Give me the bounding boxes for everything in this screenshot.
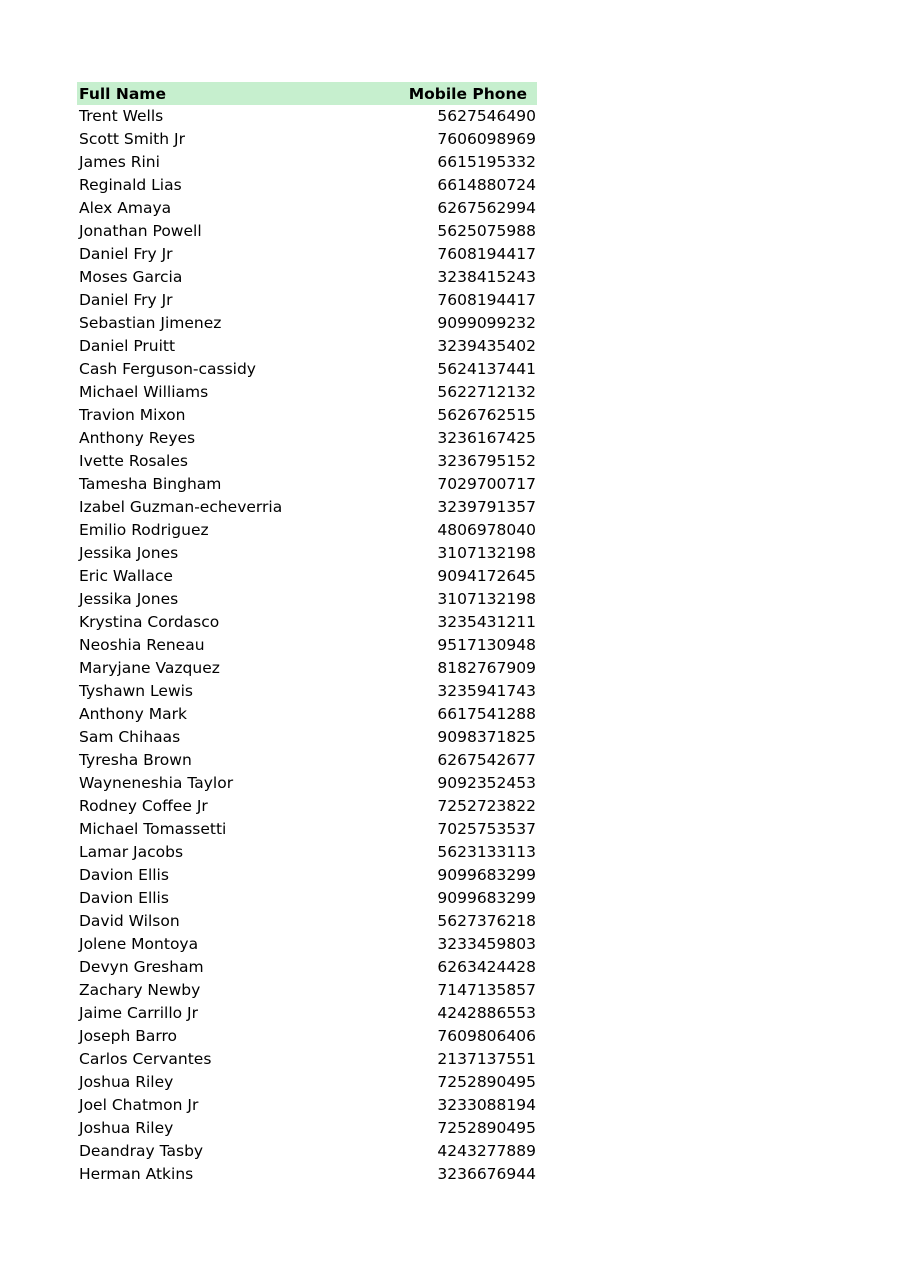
full-name-cell: Cash Ferguson-cassidy (79, 360, 256, 378)
full-name-cell: Trent Wells (79, 107, 164, 125)
mobile-phone-cell: 7252890495 (437, 1119, 536, 1137)
full-name-cell: Alex Amaya (79, 199, 172, 217)
mobile-phone-cell: 9099099232 (437, 314, 536, 332)
full-name-cell: Rodney Coffee Jr (79, 797, 208, 815)
table-row (77, 473, 537, 496)
full-name-cell: Tyshawn Lewis (79, 682, 194, 700)
table-row (77, 565, 537, 588)
full-name-cell: Daniel Fry Jr (79, 245, 173, 263)
mobile-phone-cell: 9099683299 (437, 866, 536, 884)
table-row (77, 151, 537, 174)
mobile-phone-cell: 4243277889 (437, 1142, 536, 1160)
full-name-cell: Anthony Reyes (79, 429, 196, 447)
table-row (77, 979, 537, 1002)
full-name-cell: Sebastian Jimenez (79, 314, 222, 332)
table-row (77, 1048, 537, 1071)
mobile-phone-cell: 6263424428 (437, 958, 536, 976)
mobile-phone-cell: 3233088194 (437, 1096, 536, 1114)
mobile-phone-cell: 7252723822 (437, 797, 536, 815)
full-name-cell: Davion Ellis (79, 889, 169, 907)
mobile-phone-cell: 6617541288 (437, 705, 536, 723)
full-name-cell: Herman Atkins (79, 1165, 194, 1183)
full-name-cell: Scott Smith Jr (79, 130, 185, 148)
mobile-phone-cell: 9098371825 (437, 728, 536, 746)
table-row (77, 956, 537, 979)
mobile-phone-cell: 3235941743 (437, 682, 536, 700)
mobile-phone-cell: 9517130948 (437, 636, 536, 654)
mobile-phone-cell: 3107132198 (437, 590, 536, 608)
full-name-cell: Michael Tomassetti (79, 820, 227, 838)
full-name-cell: Daniel Fry Jr (79, 291, 173, 309)
full-name-cell: Jonathan Powell (79, 222, 202, 240)
table-row (77, 266, 537, 289)
mobile-phone-cell: 3239791357 (437, 498, 536, 516)
mobile-phone-cell: 3235431211 (437, 613, 536, 631)
table-row (77, 841, 537, 864)
mobile-phone-cell: 5627546490 (437, 107, 536, 125)
table-row (77, 450, 537, 473)
table-row (77, 174, 537, 197)
full-name-cell: Moses Garcia (79, 268, 183, 286)
table-row (77, 611, 537, 634)
table-row (77, 105, 537, 128)
full-name-cell: Joseph Barro (79, 1027, 178, 1045)
mobile-phone-cell: 7606098969 (437, 130, 536, 148)
full-name-cell: Davion Ellis (79, 866, 169, 884)
table-row (77, 680, 537, 703)
table-row (77, 864, 537, 887)
table-row (77, 703, 537, 726)
table-row (77, 542, 537, 565)
full-name-cell: Michael Williams (79, 383, 209, 401)
table-row (77, 933, 537, 956)
mobile-phone-cell: 7147135857 (437, 981, 536, 999)
table-row (77, 1117, 537, 1140)
mobile-phone-cell: 2137137551 (437, 1050, 536, 1068)
full-name-cell: Deandray Tasby (79, 1142, 204, 1160)
table-row (77, 1163, 537, 1186)
table-row (77, 887, 537, 910)
table-row (77, 496, 537, 519)
column-header-mobile-phone: Mobile Phone (408, 84, 527, 103)
mobile-phone-cell: 7029700717 (437, 475, 536, 493)
mobile-phone-cell: 3236795152 (437, 452, 536, 470)
mobile-phone-cell: 9092352453 (437, 774, 536, 792)
mobile-phone-cell: 7025753537 (437, 820, 536, 838)
table-row (77, 243, 537, 266)
full-name-cell: Joel Chatmon Jr (79, 1096, 199, 1114)
full-name-cell: Emilio Rodriguez (79, 521, 209, 539)
table-row (77, 335, 537, 358)
table-row (77, 427, 537, 450)
mobile-phone-cell: 5623133113 (437, 843, 536, 861)
table-row (77, 519, 537, 542)
mobile-phone-cell: 7608194417 (437, 291, 536, 309)
column-header-full-name: Full Name (79, 84, 166, 103)
table-row (77, 726, 537, 749)
full-name-cell: Tyresha Brown (79, 751, 192, 769)
mobile-phone-cell: 7609806406 (437, 1027, 536, 1045)
mobile-phone-cell: 6267542677 (437, 751, 536, 769)
table-row (77, 312, 537, 335)
full-name-cell: Sam Chihaas (79, 728, 181, 746)
mobile-phone-cell: 7252890495 (437, 1073, 536, 1091)
mobile-phone-cell: 7608194417 (437, 245, 536, 263)
full-name-cell: Krystina Cordasco (79, 613, 220, 631)
table-row (77, 657, 537, 680)
full-name-cell: David Wilson (79, 912, 180, 930)
mobile-phone-cell: 3233459803 (437, 935, 536, 953)
table-row (77, 358, 537, 381)
table-row (77, 749, 537, 772)
table-row (77, 588, 537, 611)
table-row (77, 1071, 537, 1094)
full-name-cell: Joshua Riley (79, 1119, 174, 1137)
mobile-phone-cell: 3238415243 (437, 268, 536, 286)
full-name-cell: Anthony Mark (79, 705, 187, 723)
full-name-cell: Carlos Cervantes (79, 1050, 212, 1068)
table-row (77, 381, 537, 404)
mobile-phone-cell: 8182767909 (437, 659, 536, 677)
full-name-cell: Jessika Jones (79, 544, 179, 562)
contacts-table (77, 82, 537, 1186)
mobile-phone-cell: 9094172645 (437, 567, 536, 585)
full-name-cell: Zachary Newby (79, 981, 201, 999)
full-name-cell: Jolene Montoya (79, 935, 199, 953)
full-name-cell: Lamar Jacobs (79, 843, 184, 861)
full-name-cell: Joshua Riley (79, 1073, 174, 1091)
full-name-cell: Jessika Jones (79, 590, 179, 608)
full-name-cell: Ivette Rosales (79, 452, 188, 470)
full-name-cell: Devyn Gresham (79, 958, 204, 976)
table-row (77, 404, 537, 427)
mobile-phone-cell: 3236167425 (437, 429, 536, 447)
full-name-cell: Wayneneshia Taylor (79, 774, 234, 792)
table-row (77, 128, 537, 151)
mobile-phone-cell: 5622712132 (437, 383, 536, 401)
mobile-phone-cell: 5627376218 (437, 912, 536, 930)
mobile-phone-cell: 5626762515 (437, 406, 536, 424)
table-row (77, 1002, 537, 1025)
table-row (77, 1094, 537, 1117)
full-name-cell: Eric Wallace (79, 567, 173, 585)
full-name-cell: Daniel Pruitt (79, 337, 176, 355)
full-name-cell: Reginald Lias (79, 176, 182, 194)
mobile-phone-cell: 6614880724 (437, 176, 536, 194)
full-name-cell: Maryjane Vazquez (79, 659, 220, 677)
mobile-phone-cell: 6615195332 (437, 153, 536, 171)
table-row (77, 1140, 537, 1163)
table-row (77, 818, 537, 841)
full-name-cell: Izabel Guzman-echeverria (79, 498, 283, 516)
table-row (77, 220, 537, 243)
mobile-phone-cell: 5625075988 (437, 222, 536, 240)
table-header-row (77, 82, 537, 105)
mobile-phone-cell: 5624137441 (437, 360, 536, 378)
full-name-cell: Tamesha Bingham (79, 475, 222, 493)
mobile-phone-cell: 4806978040 (437, 521, 536, 539)
mobile-phone-cell: 3239435402 (437, 337, 536, 355)
table-row (77, 1025, 537, 1048)
mobile-phone-cell: 9099683299 (437, 889, 536, 907)
table-row (77, 772, 537, 795)
table-row (77, 197, 537, 220)
table-row (77, 795, 537, 818)
table-row (77, 634, 537, 657)
mobile-phone-cell: 3107132198 (437, 544, 536, 562)
mobile-phone-cell: 4242886553 (437, 1004, 536, 1022)
table-row (77, 910, 537, 933)
full-name-cell: Neoshia Reneau (79, 636, 205, 654)
full-name-cell: Jaime Carrillo Jr (79, 1004, 199, 1022)
mobile-phone-cell: 6267562994 (437, 199, 536, 217)
table-row (77, 289, 537, 312)
full-name-cell: Travion Mixon (79, 406, 186, 424)
mobile-phone-cell: 3236676944 (437, 1165, 536, 1183)
table-body (77, 105, 537, 1186)
full-name-cell: James Rini (79, 153, 160, 171)
